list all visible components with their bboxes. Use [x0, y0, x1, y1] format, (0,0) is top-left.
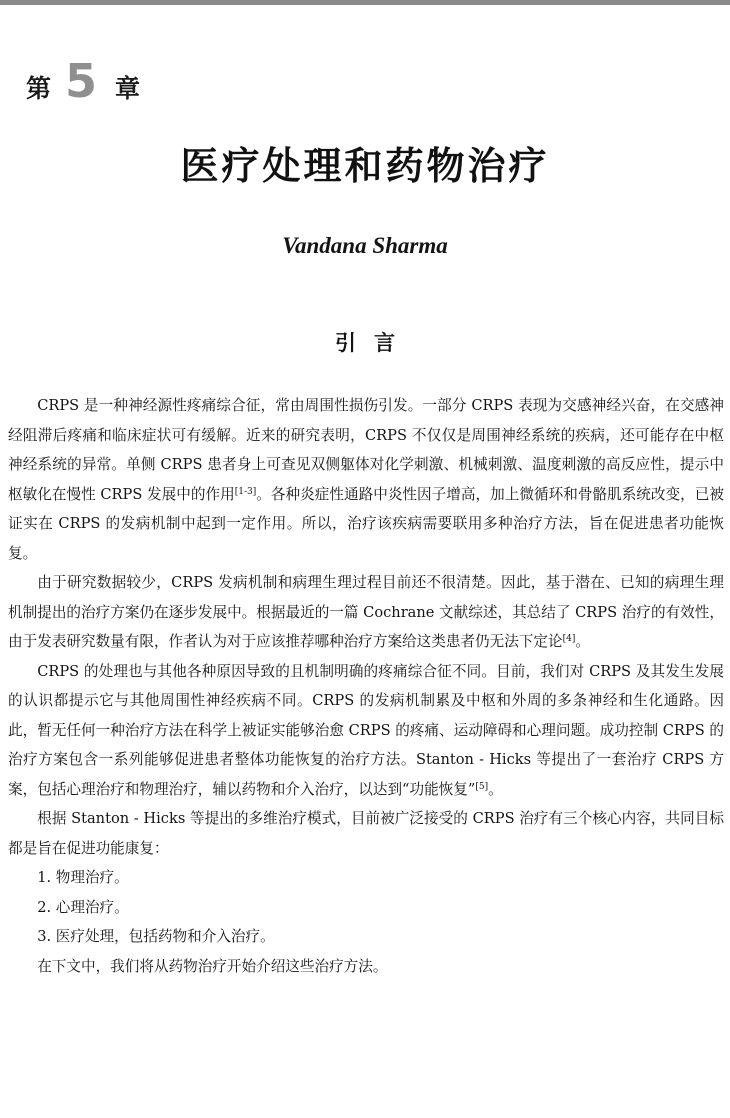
paragraph-text: CRPS 是一种神经源性疼痛综合征，常由周围性损伤引发。一部分 CRPS 表现为交感神经兴奋，在交感神经阻滞后疼痛和临床症状可有缓解。近来的研究表明，CRPS 不仅仅是周围神经系统的疾病，还可能存在中枢神经系统的异常。单侧 CRPS 患者身上可查见双侧躯体对化学刺激、机械刺激、温度刺激的高反应性，提示中枢敏化在慢性 CRPS 发展中的作用	[8, 397, 724, 503]
list-item: 2. 心理治疗。	[37, 898, 129, 916]
paragraph-text: CRPS 的处理也与其他各种原因导致的且机制明确的疼痛综合征不同。目前，我们对 CRPS 及其发生发展的认识都提示它与其他周围性神经疾病不同。CRPS 的发病机制累及中枢和外周的多条神经和生化通路。因此，暂无任何一种治疗方法在科学上被证实能够治愈 CRPS 的疼痛、运动障碍和心理问题。成功控制 CRPS 的治疗方案包含一系列能够促进患者整体功能恢复的治疗方法。Stanton - Hicks 等提出了一套治疗 CRPS 方案，包括心理治疗和物理治疗，辅以药物和介入治疗，以达到“功能恢复”	[8, 662, 724, 798]
paragraph-4: 根据 Stanton - Hicks 等提出的多维治疗模式，目前被广泛接受的 CRPS 治疗有三个核心内容，共同目标都是旨在促进功能康复：	[8, 810, 724, 857]
body-text	[8, 391, 724, 981]
paragraph-text: 。	[488, 780, 503, 798]
chapter-number: 5	[65, 54, 98, 108]
chapter-label	[26, 56, 140, 106]
citation-ref: [5]	[475, 781, 489, 792]
top-rule	[0, 0, 730, 5]
citation-ref: [1-3]	[234, 486, 257, 497]
closing-paragraph: 在下文中，我们将从药物治疗开始介绍这些治疗方法。	[37, 957, 388, 975]
section-heading: 引言	[335, 330, 413, 355]
paragraph-3	[8, 657, 724, 805]
paragraph-text: 由于研究数据较少，CRPS 发病机制和病理生理过程目前还不很清楚。因此，基于潜在、已知的病理生理机制提出的治疗方案仍在逐步发展中。根据最近的一篇 Cochrane 文献综述，其总结了 CRPS 治疗的有效性，由于发表研究数量有限，作者认为对于应该推荐哪种治疗方案给这类患者仍无法下定论	[8, 574, 724, 650]
chapter-title: 医疗处理和药物治疗	[180, 144, 550, 188]
author-name: Vandana Sharma	[282, 233, 448, 258]
paragraph-text: 。各种炎症性通路中炎性因子增高，加上微循环和骨骼肌系统改变，已被证实在 CRPS 的发病机制中起到一定作用。所以，治疗该疾病需要联用多种治疗方法，旨在促进患者功能恢复。	[8, 485, 724, 562]
list-item: 1. 物理治疗。	[37, 869, 129, 886]
paragraph-1	[8, 391, 724, 568]
chapter-suffix: 章	[115, 74, 141, 103]
paragraph-2	[8, 568, 724, 657]
chapter-prefix: 第	[26, 74, 52, 103]
list-item: 3. 医疗处理，包括药物和介入治疗。	[37, 928, 275, 945]
citation-ref: [4]	[562, 634, 576, 644]
paragraph-text: 。	[575, 633, 590, 650]
